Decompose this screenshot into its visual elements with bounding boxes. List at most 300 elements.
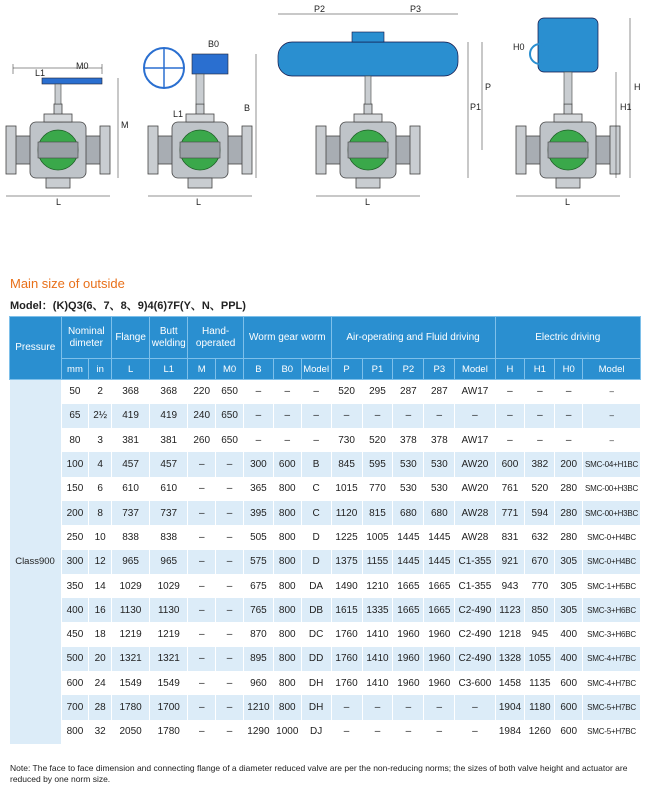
table-cell: – bbox=[331, 720, 362, 744]
table-cell: DC bbox=[301, 622, 331, 646]
th-sub-12: P3 bbox=[424, 359, 455, 380]
table-cell: – bbox=[216, 695, 244, 719]
label-m0: M0 bbox=[76, 61, 89, 71]
table-cell: 680 bbox=[393, 501, 424, 525]
table-cell: 594 bbox=[525, 501, 555, 525]
table-cell: 1005 bbox=[362, 525, 393, 549]
table-cell: – bbox=[393, 695, 424, 719]
label-lb: L bbox=[196, 197, 202, 207]
table-cell: 650 bbox=[216, 428, 244, 452]
table-cell: – bbox=[216, 622, 244, 646]
table-cell: AW20 bbox=[455, 452, 495, 476]
table-cell: 300 bbox=[61, 550, 89, 574]
table-cell: – bbox=[301, 428, 331, 452]
table-row bbox=[10, 720, 641, 744]
table-cell: 280 bbox=[555, 477, 583, 501]
table-cell: SMC-5+H7BC bbox=[583, 695, 641, 719]
table-cell: 450 bbox=[61, 622, 89, 646]
table-cell: 305 bbox=[555, 574, 583, 598]
table-cell: 960 bbox=[243, 671, 273, 695]
table-cell: 670 bbox=[525, 550, 555, 574]
table-cell: 1130 bbox=[150, 598, 188, 622]
table-cell: 280 bbox=[555, 501, 583, 525]
table-cell: – bbox=[243, 380, 273, 404]
table-cell: 632 bbox=[525, 525, 555, 549]
table-cell: 395 bbox=[243, 501, 273, 525]
table-cell: 1960 bbox=[393, 671, 424, 695]
table-cell: 1984 bbox=[495, 720, 525, 744]
table-cell: 600 bbox=[555, 720, 583, 744]
table-cell: 520 bbox=[525, 477, 555, 501]
table-cell: 3 bbox=[89, 428, 112, 452]
table-cell: 382 bbox=[525, 452, 555, 476]
table-cell: 1760 bbox=[331, 647, 362, 671]
table-cell: 770 bbox=[362, 477, 393, 501]
table-cell: – bbox=[188, 695, 216, 719]
table-cell: C2-490 bbox=[455, 647, 495, 671]
table-cell: 150 bbox=[61, 477, 89, 501]
th-sub-8: Model bbox=[301, 359, 331, 380]
table-row bbox=[10, 501, 641, 525]
table-cell: 1029 bbox=[112, 574, 150, 598]
table-cell: SMC-4+H7BC bbox=[583, 647, 641, 671]
label-m: M bbox=[121, 120, 129, 130]
table-cell: 600 bbox=[495, 452, 525, 476]
table-cell: 200 bbox=[555, 452, 583, 476]
table-cell: 500 bbox=[61, 647, 89, 671]
table-cell: 419 bbox=[150, 404, 188, 428]
drawing-hand-operated bbox=[6, 64, 118, 196]
table-row bbox=[10, 525, 641, 549]
label-b0: B0 bbox=[208, 39, 220, 49]
table-cell: DH bbox=[301, 695, 331, 719]
th-air: Air-operating and Fluid driving bbox=[331, 317, 495, 359]
table-cell: C1-355 bbox=[455, 574, 495, 598]
table-cell: – bbox=[188, 720, 216, 744]
table-cell: 1219 bbox=[150, 622, 188, 646]
table-cell: – bbox=[393, 720, 424, 744]
table-cell: – bbox=[188, 671, 216, 695]
table-cell: – bbox=[273, 428, 301, 452]
table-cell: – bbox=[188, 477, 216, 501]
th-sub-16: H0 bbox=[555, 359, 583, 380]
table-cell: 800 bbox=[273, 501, 301, 525]
table-cell: 1321 bbox=[112, 647, 150, 671]
table-cell: 530 bbox=[424, 477, 455, 501]
th-sub-0: mm bbox=[61, 359, 89, 380]
table-cell: – bbox=[331, 404, 362, 428]
table-cell: DB bbox=[301, 598, 331, 622]
th-sub-9: P bbox=[331, 359, 362, 380]
table-cell: 4 bbox=[89, 452, 112, 476]
table-cell: 1015 bbox=[331, 477, 362, 501]
table-cell: – bbox=[188, 525, 216, 549]
table-cell: – bbox=[188, 452, 216, 476]
table-cell: 505 bbox=[243, 525, 273, 549]
table-cell: 1135 bbox=[525, 671, 555, 695]
table-cell: SMC-5+H7BC bbox=[583, 720, 641, 744]
table-cell: 838 bbox=[112, 525, 150, 549]
table-cell: 1960 bbox=[424, 622, 455, 646]
table-row bbox=[10, 574, 641, 598]
table-cell: 287 bbox=[393, 380, 424, 404]
th-sub-6: B bbox=[243, 359, 273, 380]
table-cell: 600 bbox=[555, 695, 583, 719]
table-cell: – bbox=[495, 428, 525, 452]
table-row bbox=[10, 404, 641, 428]
table-cell: D bbox=[301, 550, 331, 574]
table-cell: 800 bbox=[273, 477, 301, 501]
table-row bbox=[10, 671, 641, 695]
table-cell: – bbox=[273, 404, 301, 428]
table-cell: AW28 bbox=[455, 525, 495, 549]
table-cell: C3-600 bbox=[455, 671, 495, 695]
th-sub-17: Model bbox=[583, 359, 641, 380]
table-cell: 895 bbox=[243, 647, 273, 671]
table-cell: – bbox=[243, 404, 273, 428]
table-cell: 65 bbox=[61, 404, 89, 428]
table-cell: – bbox=[424, 720, 455, 744]
table-row bbox=[10, 428, 641, 452]
table-cell: 700 bbox=[61, 695, 89, 719]
table-cell: 921 bbox=[495, 550, 525, 574]
table-cell: 2050 bbox=[112, 720, 150, 744]
table-cell: 800 bbox=[273, 695, 301, 719]
table-cell: 368 bbox=[112, 380, 150, 404]
table-cell: 1180 bbox=[525, 695, 555, 719]
label-b: B bbox=[244, 103, 251, 113]
table-row bbox=[10, 695, 641, 719]
table-cell: – bbox=[362, 720, 393, 744]
table-cell: – bbox=[525, 428, 555, 452]
table-cell: 1375 bbox=[331, 550, 362, 574]
table-cell: 1960 bbox=[393, 647, 424, 671]
table-cell: – bbox=[216, 501, 244, 525]
table-cell: – bbox=[331, 695, 362, 719]
th-sub-1: in bbox=[89, 359, 112, 380]
label-h0: H0 bbox=[513, 42, 525, 52]
table-cell: 575 bbox=[243, 550, 273, 574]
table-row bbox=[10, 452, 641, 476]
th-sub-2: L bbox=[112, 359, 150, 380]
table-cell: 1120 bbox=[331, 501, 362, 525]
table-cell: 378 bbox=[393, 428, 424, 452]
table-cell: 800 bbox=[273, 671, 301, 695]
table-cell: 1410 bbox=[362, 622, 393, 646]
th-sub-13: Model bbox=[455, 359, 495, 380]
table-cell: – bbox=[216, 647, 244, 671]
table-cell: 520 bbox=[331, 380, 362, 404]
table-cell: C bbox=[301, 501, 331, 525]
table-cell: AW17 bbox=[455, 428, 495, 452]
table-cell: SMC-1+H5BC bbox=[583, 574, 641, 598]
table-cell: 595 bbox=[362, 452, 393, 476]
table-cell: 1665 bbox=[424, 574, 455, 598]
table-cell: 250 bbox=[61, 525, 89, 549]
table-cell: 650 bbox=[216, 380, 244, 404]
table-cell: – bbox=[555, 404, 583, 428]
table-cell: 1760 bbox=[331, 622, 362, 646]
table-cell: 600 bbox=[61, 671, 89, 695]
table-cell: 1458 bbox=[495, 671, 525, 695]
table-cell: – bbox=[455, 695, 495, 719]
table-cell: – bbox=[216, 477, 244, 501]
th-sub-10: P1 bbox=[362, 359, 393, 380]
table-cell: 610 bbox=[112, 477, 150, 501]
table-cell: 771 bbox=[495, 501, 525, 525]
table-cell: SMC-00+H3BC bbox=[583, 501, 641, 525]
table-cell: 260 bbox=[188, 428, 216, 452]
table-cell: 457 bbox=[150, 452, 188, 476]
table-cell: 305 bbox=[555, 598, 583, 622]
table-cell: 600 bbox=[273, 452, 301, 476]
table-cell: 1210 bbox=[362, 574, 393, 598]
table-cell: 1445 bbox=[424, 550, 455, 574]
table-cell: 80 bbox=[61, 428, 89, 452]
table-cell: – bbox=[188, 501, 216, 525]
table-cell: SMC-04+H1BC bbox=[583, 452, 641, 476]
table-cell: 280 bbox=[555, 525, 583, 549]
table-row bbox=[10, 550, 641, 574]
table-cell: 1123 bbox=[495, 598, 525, 622]
table-cell: 600 bbox=[555, 671, 583, 695]
table-cell: 845 bbox=[331, 452, 362, 476]
table-cell: 765 bbox=[243, 598, 273, 622]
table-cell: DH bbox=[301, 671, 331, 695]
table-cell: 1665 bbox=[393, 598, 424, 622]
th-sub-7: B0 bbox=[273, 359, 301, 380]
table-cell: 14 bbox=[89, 574, 112, 598]
table-cell: 381 bbox=[112, 428, 150, 452]
table-cell: 400 bbox=[61, 598, 89, 622]
table-cell: – bbox=[188, 622, 216, 646]
table-cell: 1155 bbox=[362, 550, 393, 574]
table-cell: 1549 bbox=[150, 671, 188, 695]
section-title: Main size of outside bbox=[10, 276, 125, 291]
table-cell: – bbox=[495, 404, 525, 428]
th-electric: Electric driving bbox=[495, 317, 640, 359]
th-sub-15: H1 bbox=[525, 359, 555, 380]
table-cell: 1960 bbox=[424, 671, 455, 695]
table-row bbox=[10, 380, 641, 404]
table-cell: 1549 bbox=[112, 671, 150, 695]
table-cell: – bbox=[495, 380, 525, 404]
table-cell: 1321 bbox=[150, 647, 188, 671]
size-table bbox=[9, 316, 641, 744]
table-cell: – bbox=[216, 671, 244, 695]
table-cell: 1960 bbox=[393, 622, 424, 646]
table-cell: 20 bbox=[89, 647, 112, 671]
table-cell: 368 bbox=[150, 380, 188, 404]
table-cell: – bbox=[188, 574, 216, 598]
table-cell: 300 bbox=[243, 452, 273, 476]
drawing-worm-gear bbox=[144, 48, 256, 196]
table-cell: 870 bbox=[243, 622, 273, 646]
table-cell: 12 bbox=[89, 550, 112, 574]
table-cell: – bbox=[188, 598, 216, 622]
valve-drawings bbox=[0, 0, 650, 215]
table-cell: 530 bbox=[424, 452, 455, 476]
table-cell: 1290 bbox=[243, 720, 273, 744]
table-cell: 770 bbox=[525, 574, 555, 598]
table-cell: 457 bbox=[112, 452, 150, 476]
table-cell: 730 bbox=[331, 428, 362, 452]
table-cell: – bbox=[525, 404, 555, 428]
table-cell: – bbox=[362, 695, 393, 719]
table-cell: 378 bbox=[424, 428, 455, 452]
th-sub-14: H bbox=[495, 359, 525, 380]
table-row bbox=[10, 477, 641, 501]
table-cell: – bbox=[424, 404, 455, 428]
table-cell: 350 bbox=[61, 574, 89, 598]
label-lc: L bbox=[365, 197, 371, 207]
table-cell: 1445 bbox=[424, 525, 455, 549]
th-butt: Butt welding bbox=[150, 317, 188, 359]
label-h1: H1 bbox=[620, 102, 632, 112]
table-cell: 761 bbox=[495, 477, 525, 501]
table-cell: – bbox=[362, 404, 393, 428]
table-cell: 675 bbox=[243, 574, 273, 598]
table-cell: AW20 bbox=[455, 477, 495, 501]
table-cell: 1210 bbox=[243, 695, 273, 719]
table-cell: 1700 bbox=[150, 695, 188, 719]
table-cell: – bbox=[424, 695, 455, 719]
table-cell: 1445 bbox=[393, 550, 424, 574]
table-cell: 800 bbox=[273, 574, 301, 598]
label-p1: P1 bbox=[470, 102, 482, 112]
label-l1b: L1 bbox=[173, 109, 184, 119]
table-cell: 1780 bbox=[112, 695, 150, 719]
table-cell: 1225 bbox=[331, 525, 362, 549]
table-cell: 943 bbox=[495, 574, 525, 598]
table-cell: 32 bbox=[89, 720, 112, 744]
table-cell: – bbox=[188, 647, 216, 671]
table-cell: 1410 bbox=[362, 671, 393, 695]
label-p3: P3 bbox=[410, 4, 422, 14]
table-cell: 1218 bbox=[495, 622, 525, 646]
table-cell: 8 bbox=[89, 501, 112, 525]
table-cell: 1219 bbox=[112, 622, 150, 646]
table-cell: 1328 bbox=[495, 647, 525, 671]
table-cell: 400 bbox=[555, 622, 583, 646]
th-pressure: Pressure bbox=[10, 317, 62, 380]
table-cell: – bbox=[216, 452, 244, 476]
table-cell: C2-490 bbox=[455, 622, 495, 646]
table-cell: 1615 bbox=[331, 598, 362, 622]
table-cell: 800 bbox=[61, 720, 89, 744]
table-cell: 815 bbox=[362, 501, 393, 525]
table-cell: AW17 bbox=[455, 380, 495, 404]
table-cell: 965 bbox=[112, 550, 150, 574]
table-cell: 365 bbox=[243, 477, 273, 501]
table-cell: 1780 bbox=[150, 720, 188, 744]
table-cell: 1130 bbox=[112, 598, 150, 622]
table-cell: 305 bbox=[555, 550, 583, 574]
table-cell: 419 bbox=[112, 404, 150, 428]
th-hand: Hand-operated bbox=[188, 317, 244, 359]
table-cell: – bbox=[216, 550, 244, 574]
table-cell: – bbox=[216, 574, 244, 598]
table-cell: – bbox=[583, 380, 641, 404]
table-cell: 520 bbox=[362, 428, 393, 452]
table-row bbox=[10, 647, 641, 671]
table-cell: – bbox=[525, 380, 555, 404]
table-cell: 295 bbox=[362, 380, 393, 404]
table-cell: – bbox=[393, 404, 424, 428]
table-cell: 200 bbox=[61, 501, 89, 525]
label-p2: P2 bbox=[314, 4, 326, 14]
table-cell: SMC-4+H7BC bbox=[583, 671, 641, 695]
table-cell: 1445 bbox=[393, 525, 424, 549]
th-worm: Worm gear worm bbox=[243, 317, 331, 359]
drawing-electric bbox=[516, 18, 630, 196]
table-cell: 680 bbox=[424, 501, 455, 525]
table-cell: 18 bbox=[89, 622, 112, 646]
table-cell: – bbox=[555, 380, 583, 404]
label-l: L bbox=[56, 197, 62, 207]
table-cell: SMC-00+H3BC bbox=[583, 477, 641, 501]
table-cell: 1260 bbox=[525, 720, 555, 744]
table-cell: 28 bbox=[89, 695, 112, 719]
table-cell: 1000 bbox=[273, 720, 301, 744]
label-ld: L bbox=[565, 197, 571, 207]
table-cell: – bbox=[188, 550, 216, 574]
table-cell: 530 bbox=[393, 452, 424, 476]
table-cell: 16 bbox=[89, 598, 112, 622]
table-cell: – bbox=[216, 598, 244, 622]
table-cell: – bbox=[583, 404, 641, 428]
th-sub-11: P2 bbox=[393, 359, 424, 380]
table-cell: AW28 bbox=[455, 501, 495, 525]
table-cell: 400 bbox=[555, 647, 583, 671]
table-cell: 800 bbox=[273, 598, 301, 622]
table-cell: DA bbox=[301, 574, 331, 598]
table-cell: 381 bbox=[150, 428, 188, 452]
table-cell: 220 bbox=[188, 380, 216, 404]
table-cell: 1490 bbox=[331, 574, 362, 598]
th-sub-5: M0 bbox=[216, 359, 244, 380]
table-cell: 945 bbox=[525, 622, 555, 646]
table-cell: 1760 bbox=[331, 671, 362, 695]
table-cell: 2 bbox=[89, 380, 112, 404]
th-sub-4: M bbox=[188, 359, 216, 380]
table-cell: 530 bbox=[393, 477, 424, 501]
pressure-class-cell: Class900 bbox=[10, 380, 62, 744]
table-cell: DD bbox=[301, 647, 331, 671]
table-cell: 831 bbox=[495, 525, 525, 549]
table-cell: – bbox=[243, 428, 273, 452]
table-cell: – bbox=[273, 380, 301, 404]
table-cell: SMC-0+H4BC bbox=[583, 550, 641, 574]
th-nominal: Nominal dimeter bbox=[61, 317, 112, 359]
table-cell: 6 bbox=[89, 477, 112, 501]
table-cell: 965 bbox=[150, 550, 188, 574]
th-sub-3: L1 bbox=[150, 359, 188, 380]
table-cell: 1665 bbox=[424, 598, 455, 622]
table-cell: SMC-3+H6BC bbox=[583, 598, 641, 622]
table-cell: 1029 bbox=[150, 574, 188, 598]
th-flange: Flange bbox=[112, 317, 150, 359]
table-cell: D bbox=[301, 525, 331, 549]
table-cell: – bbox=[455, 404, 495, 428]
table-cell: – bbox=[555, 428, 583, 452]
table-cell: 50 bbox=[61, 380, 89, 404]
table-cell: 737 bbox=[112, 501, 150, 525]
table-cell: – bbox=[301, 404, 331, 428]
footnote: Note: The face to face dimension and connecting flange of a diameter reduced valve are per the non-reducing norms; the sizes of both valve height and actuator are reduced by one norm size. bbox=[10, 763, 628, 784]
table-cell: – bbox=[216, 720, 244, 744]
table-row bbox=[10, 622, 641, 646]
